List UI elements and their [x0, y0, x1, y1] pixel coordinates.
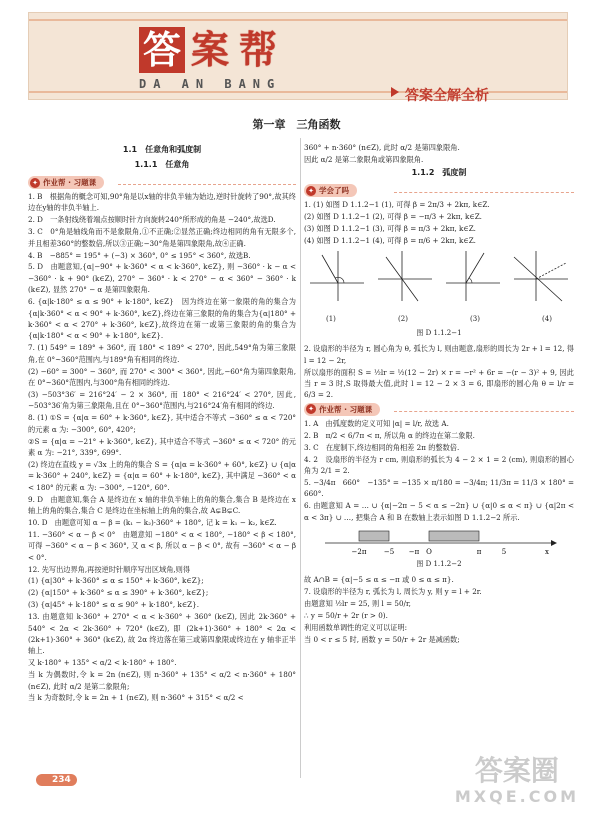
answer-paragraph: 故 A∩B = {α|−5 ≤ α ≤ −π 或 0 ≤ α ≤ π}.: [304, 575, 454, 585]
answer-paragraph: 6. {α|k·180° ≤ α ≤ 90° + k·180°, k∈Z} 因为终边在第一象限的角的集合为{α|k·360° < α < 90° + k·360°, k∈Z},终边在第三象限的角的集合为{α|180° + k·360° < α < 270° + k·360°, k∈Z},故终边在第一或第三象限的角的集合为{α|k·180° < α < 90° + k·180°, k∈Z}.: [28, 297, 296, 341]
left-column: [28, 142, 296, 704]
tag-rule: [118, 184, 296, 185]
angle-figure-1: [308, 249, 366, 303]
banner-stripe-top: [29, 19, 567, 21]
bulb-icon: ✦: [306, 404, 316, 414]
answer-paragraph: 10. D 由题意可知 α − β = (k₁ − k₂)·360° + 180°, 记 k = k₁ − k₂, k∈Z.: [28, 517, 277, 527]
watermark: [454, 754, 579, 810]
answer-paragraph: 4. B −885° = 195° + (−3) × 360°, 0° ≤ 195° < 360°, 故选B.: [28, 250, 251, 260]
answer-paragraph: 因此 α/2 是第二象限角或第四象限角.: [304, 154, 424, 164]
answer-paragraph: 2. D 一条射线绕着端点按顺时针方向旋转240°所形成的角是 −240°,故选D.: [28, 215, 276, 225]
number-line-label: 5: [501, 547, 507, 556]
figure-caption-1: 图 D 1.1.2−1: [416, 328, 462, 337]
answer-paragraph: 9. D 由题意知,集合 A 是终边在 x 轴的非负半轴上的角的集合,集合 B 是终边在 x 轴上的角的集合,集合 C 是终边在坐标轴上的角的集合,故 A⊊B⊊C.: [28, 494, 296, 515]
number-line-figure: [319, 525, 559, 557]
section-title: 1.1 任意角和弧度制: [122, 145, 202, 154]
angle-figure-3: [444, 249, 502, 303]
answer-paragraph: 当 0 < r ≤ 5 时, 函数 y = 50/r + 2r 是减函数;: [304, 634, 460, 644]
header-banner: [28, 12, 568, 104]
answer-paragraph: 1. A 由弧度数的定义可知 |α| = l/r, 故选 A.: [304, 418, 449, 428]
learned-tag: [304, 184, 357, 197]
answer-paragraph: (3) 如图 D 1.1.2−1 (3), 可得 β = π/3 + 2kπ, k∈Z.: [304, 224, 476, 234]
column-divider: [300, 138, 301, 778]
answer-paragraph: (4) 如图 D 1.1.2−1 (4), 可得 β = π/6 + 2kπ, k∈Z.: [304, 236, 476, 246]
brand-slogan: 答案全解全析: [405, 88, 489, 104]
figure-labels: [326, 314, 552, 325]
answer-paragraph: 当 k 为奇数时,令 k = 2n + 1 (n∈Z), 则 n·360° + 315° < α/2 <: [28, 693, 244, 703]
answer-paragraph: 由题意知 ½lr = 25, 则 l = 50/r,: [304, 599, 411, 609]
bulb-icon: ✦: [30, 178, 40, 188]
answer-paragraph: 利用函数单调性的定义可以证明:: [304, 622, 408, 632]
brand-logo: [139, 27, 281, 73]
answer-paragraph: 3. C 0°角是轴线角而不是象限角,①不正确;②显然正确;终边相同的角有无限多个,并且相差360°的整数倍,所以③正确;−30°角是第四象限角,故④正确.: [28, 227, 296, 248]
bulb-icon: ✦: [306, 186, 316, 196]
answer-paragraph: 7. (1) 549° = 189° + 360°, 而 180° < 189° < 270°, 因此,549°角为第三象限角,在 0°~360°范围内,与189°角有相同的终边.: [28, 343, 296, 364]
answer-paragraph: (1) {α|30° + k·360° ≤ α ≤ 150° + k·360°, k∈Z};: [28, 576, 204, 586]
learned-tag-label: 学会了吗: [319, 186, 349, 196]
number-line-label: x: [545, 547, 549, 556]
answer-paragraph: 8. (1) ①S = {α|α = 60° + k·360°, k∈Z}, 其中适合不等式 −360° ≤ α < 720° 的元素 α 为: −300°, 60°, 420°;: [28, 413, 296, 434]
answer-paragraph: 1. B 根据角的概念可知,90°角是以x轴的非负半轴为始边,逆时针旋转了90°,故其终边在y轴的非负半轴上.: [28, 192, 296, 213]
answer-paragraph: 12. 先写出边界角,再按逆时针顺序写出区域角,则得: [28, 564, 191, 574]
answer-paragraph: 7. 设扇形的半径为 r, 弧长为 l, 周长为 y, 则 y = l + 2r.: [304, 587, 482, 597]
figure-label: (2): [398, 315, 408, 324]
answer-paragraph: (2) −60° = 300° − 360°, 而 270° < 300° < 360°, 因此,−60°角为第四象限角,在 0°~360°范围内,与300°角有相同的终边.: [28, 366, 296, 387]
answer-paragraph: (2) 终边在直线 y = √3x 上的角的集合 S = {α|α = k·360° + 60°, k∈Z} ∪ {α|α = k·360° + 240°, k∈Z} = {α|α = 60° + k·180°, k∈Z}, 其中满足 −360° < α < 180° 的元素 α 为: −300°, −120°, 60°.: [28, 459, 296, 492]
figure-caption-2: 图 D 1.1.2−2: [416, 559, 462, 568]
exercise-tag: [28, 176, 104, 189]
angle-figure-2: [376, 249, 434, 303]
answer-paragraph: 2. B π/2 < 6/7π < π, 所以角 α 的终边在第二象限.: [304, 430, 475, 440]
figure-label: (3): [470, 315, 480, 324]
answer-paragraph: 5. D 由题意知,{α|−90° + k·360° < α < k·360°, k∈Z}, 则 −360° · k − α < −360° · k + 90° (k∈Z), 270° − 360° · k < 270° − α < 360° − 360° · k (k∈Z), 显然 270° − α 是第四象限角.: [28, 262, 296, 295]
answer-list: [28, 191, 296, 704]
brand-char-2: 案: [190, 28, 229, 72]
number-line-label: π: [476, 547, 482, 556]
answer-paragraph: ②S = {α|α = −21° + k·360°, k∈Z}, 其中适合不等式 −360° ≤ α < 720° 的元素 α 为: −21°, 339°, 699°.: [28, 436, 296, 457]
arrow-icon: [391, 87, 399, 97]
number-line-label: O: [426, 547, 432, 556]
answer-paragraph: 又 k·180° + 135° < α/2 < k·180° + 180°.: [28, 658, 177, 668]
answer-paragraph: 13. 由题意知 k·360° + 270° < α < k·360° + 360° (k∈Z), 因此 2k·360° + 540° < 2α < 2k·360° + 720° (k∈Z), 即 (2k+1)·360° + 180° < 2α < (2k+1)·360° + 360° (k∈Z), 故 2α 终边落在第三或第四象限或终边在 y 轴非正半轴上.: [28, 612, 296, 656]
answer-paragraph: ∴ y = 50/r + 2r (r > 0).: [304, 611, 388, 621]
answer-paragraph: 当 k 为偶数时,令 k = 2n (n∈Z), 则 n·360° + 135° < α/2 < n·360° + 180° (n∈Z), 此时 α/2 是第二象限角;: [28, 670, 296, 691]
answer-paragraph: 2. 设扇形的半径为 r, 圆心角为 θ, 弧长为 l, 则由题意,扇形的周长为 2r + l = 12, 得 l = 12 − 2r,: [304, 344, 574, 365]
tag-rule: [394, 192, 574, 193]
answer-list: [304, 343, 574, 401]
right-column: [304, 142, 574, 645]
answer-paragraph: 360° + n·360° (n∈Z), 此时 α/2 是第四象限角.: [304, 143, 460, 152]
watermark-sub: MXQE.COM: [454, 787, 579, 806]
answer-list: [304, 574, 574, 645]
answer-paragraph: 所以扇形的面积 S = ½lr = ½(12 − 2r) × r = −r² + 6r = −(r − 3)² + 9, 因此当 r = 3 时,S 取得最大值,此时 l = 12 − 2 × 3 = 6, 即扇形的圆心角 θ = l/r = 6/3 = 2.: [304, 367, 574, 400]
answer-paragraph: (3) {α|45° + k·180° ≤ α ≤ 90° + k·180°, k∈Z}.: [28, 600, 200, 610]
answer-continuation: [304, 142, 574, 165]
tag-rule: [394, 411, 574, 412]
number-line-label: −π: [408, 547, 420, 556]
answer-paragraph: 11. −360° < α − β < 0° 由题意知 −180° < α < 180°, −180° < β < 180°, 可得 −360° < α − β < 360°, 又 α < β, 所以 α − β < 0°, 故有 −360° < α − β < 0°.: [28, 529, 296, 562]
number-line-label: −2π: [351, 547, 367, 556]
brand-char-1: 答: [139, 27, 185, 73]
watermark-main: 答案圈: [474, 754, 559, 787]
chapter-title: 第一章 三角函数: [252, 118, 341, 131]
answer-list: [304, 418, 574, 523]
figure-label: (4): [542, 315, 552, 324]
subsection-title-2: 1.1.2 弧度制: [411, 168, 467, 178]
number-line-label: −5: [383, 547, 395, 556]
exercise-tag-label: 作业帮 · 习题课: [319, 404, 373, 414]
exercise-tag: [304, 403, 380, 416]
answer-paragraph: 6. 由题意知 A = … ∪ {α|−2π − 5 < α ≤ −2π} ∪ {α|0 ≤ α < π} ∪ {α|2π < α < 3π} ∪ …, 把集合 A 和 B 在数轴上表示如图 D 1.1.2−2 所示.: [304, 501, 574, 522]
answer-paragraph: (3) −503°36′ = 216°24′ − 2 × 360°, 而 180° < 216°24′ < 270°, 因此,−503°36′角为第三象限角,且在 0°~360°范围内,与216°24′角有相同的终边.: [28, 389, 296, 411]
answer-paragraph: (2) {α|150° + k·360° ≤ α ≤ 390° + k·360°, k∈Z};: [28, 588, 209, 598]
answer-paragraph: 4. 2 设扇形的半径为 r cm, 则扇形的弧长为 4 − 2 × 1 = 2 (cm), 则扇形的圆心角为 2/1 = 2.: [304, 454, 574, 475]
exercise-tag-label: 作业帮 · 习题课: [43, 178, 97, 187]
brand-pinyin: DA AN BANG: [139, 77, 282, 91]
angle-figure-4: [512, 249, 570, 303]
figure-label: (1): [326, 315, 336, 324]
answer-paragraph: 3. C 在度制下,终边相同的角相差 2π 的整数倍.: [304, 442, 460, 452]
page-number: 234: [36, 774, 77, 786]
brand-char-3: 帮: [238, 28, 277, 72]
answer-paragraph: 5. −3/4π 660° −135° = −135 × π/180 = −3/4π; 11/3π = 11/3 × 180° = 660°.: [304, 477, 574, 499]
answer-list: [304, 199, 574, 246]
answer-paragraph: 1. (1) 如图 D 1.1.2−1 (1), 可得 β = 2π/3 + 2kπ, k∈Z.: [304, 200, 490, 210]
angle-figures: [308, 249, 570, 311]
subsection-title: 1.1.1 任意角: [134, 160, 190, 169]
answer-paragraph: (2) 如图 D 1.1.2−1 (2), 可得 β = −π/3 + 2kπ, k∈Z.: [304, 212, 482, 222]
